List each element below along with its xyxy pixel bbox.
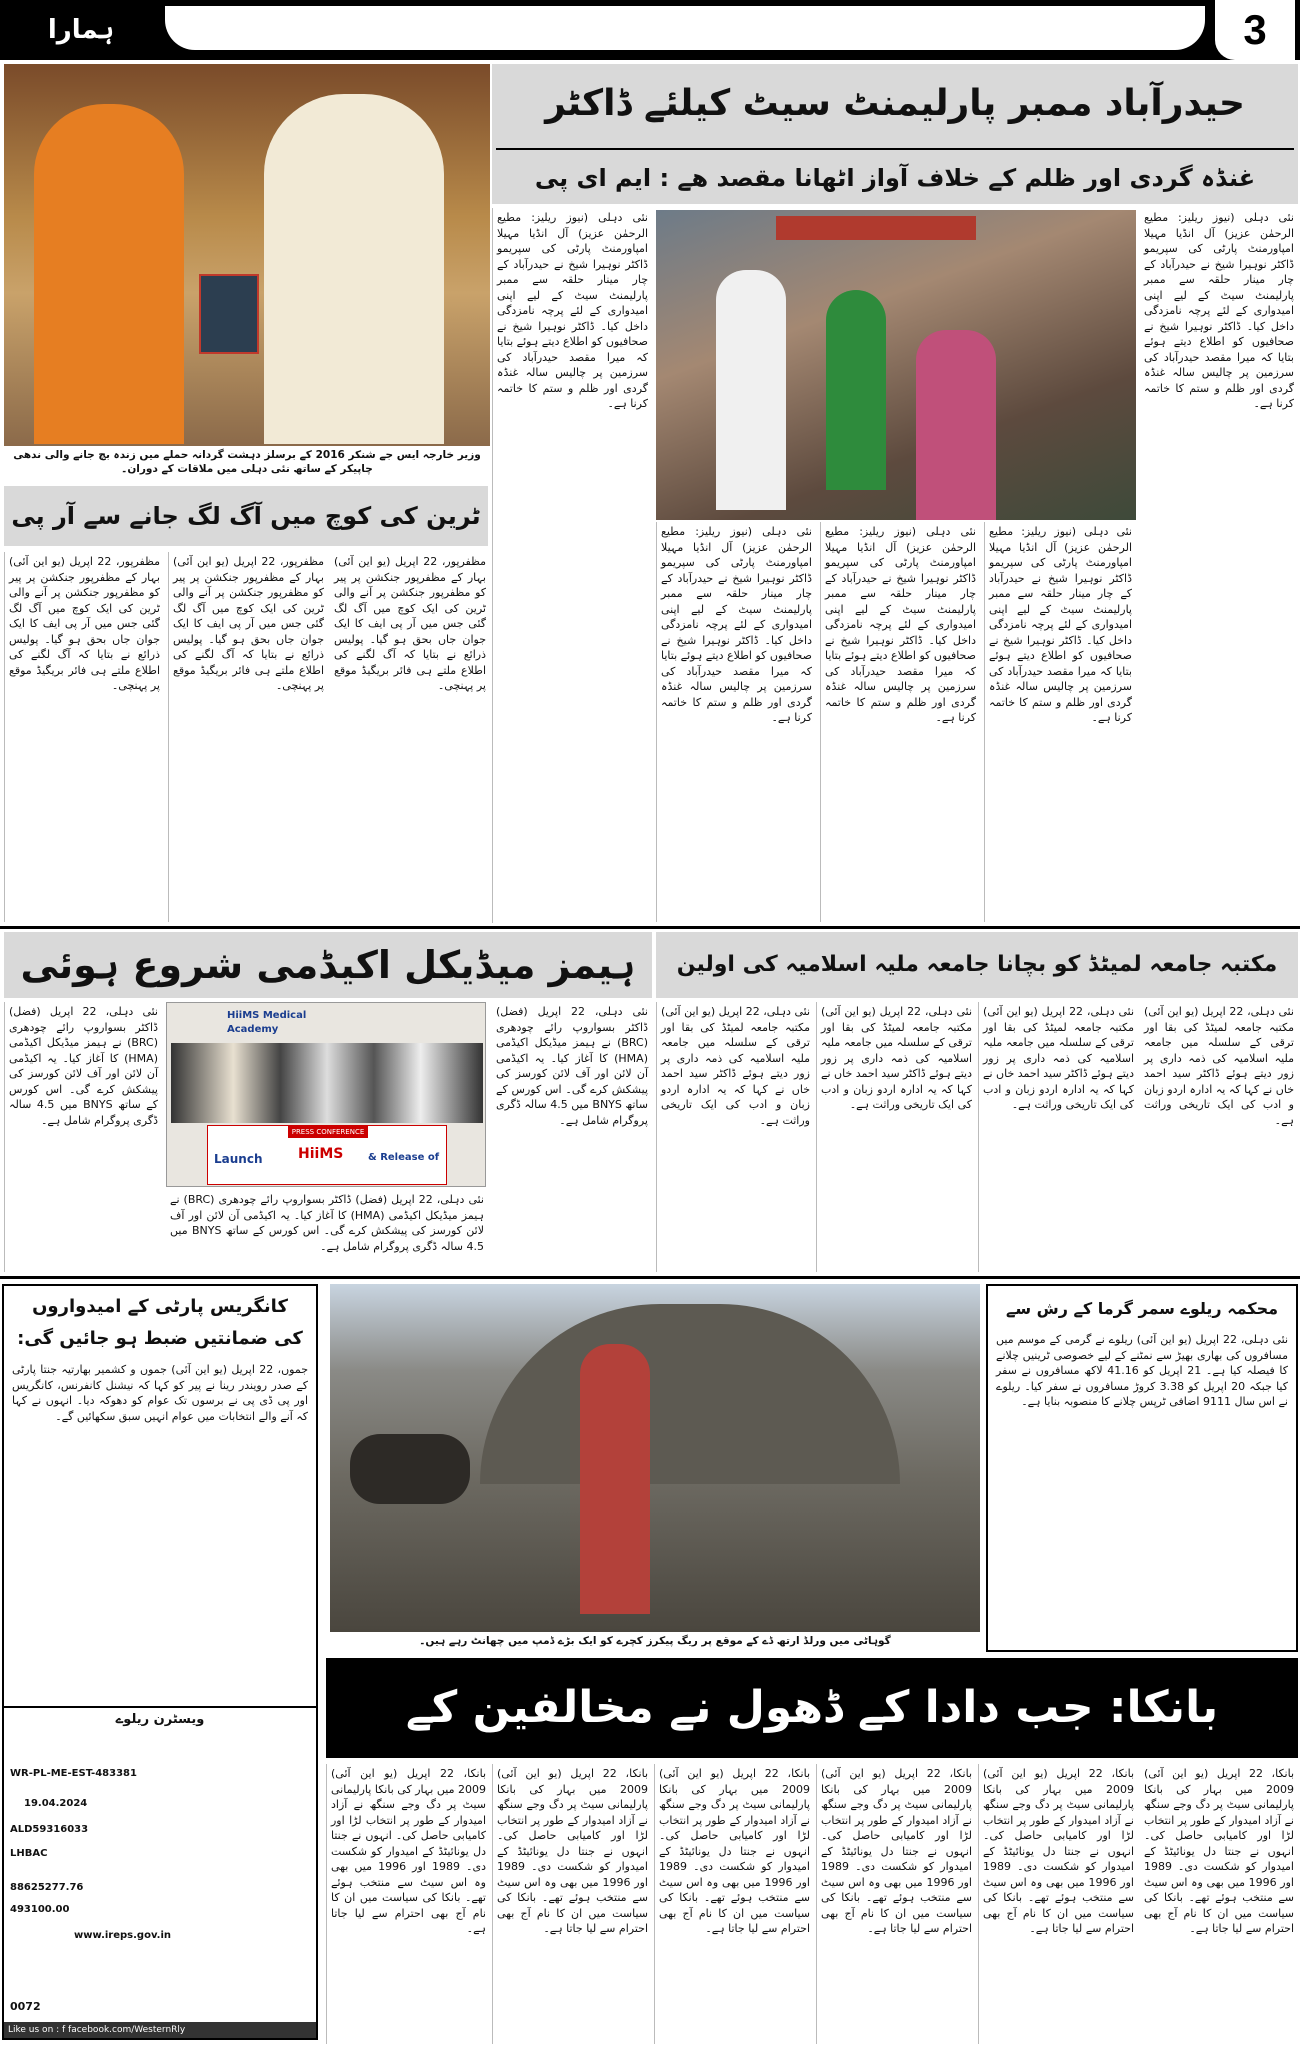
masthead-paper-name: Urdu Daily Hamara Maqsad, New Delhi: [725, 17, 1070, 39]
photo-garbage-mound: [480, 1304, 900, 1484]
maktaba-headline-band: [656, 932, 1298, 998]
hiims-photo-banner: [207, 1125, 447, 1185]
photo2-caption: گوہاٹی میں ورلڈ ارتھ ڈے کے موقع پر ریگ پیکرز کچرے کو ایک بڑے ڈمپ میں چھانٹ رہے ہیں۔: [419, 1635, 891, 1647]
logo: ہمارا: [47, 15, 115, 45]
lead-col-2: نئی دہلی (نیوز ریلیز: مطیع الرحمٰن عزیز) آل انڈیا مہیلا امپاورمنٹ پارٹی کی سپریمو ڈاکٹر نوہیرا شیخ نے حیدرآباد کے چار مینار حلقہ سے ممبر پارلیمنٹ سیٹ کے لیے اپنی امیدواری کے لئے پرچہ نامزدگی داخل کیا۔ ڈاکٹر نوہیرا شیخ نے صحافیوں کو اطلاع دیتے ہوئے بتایا کہ میرا مقصد حیدرآباد کی سرزمین پر چالیس سالہ غنڈہ گردی اور ظلم و ستم کا خاتمہ کرنا ہے۔: [984, 522, 1136, 922]
photo-white-figure: [716, 270, 786, 510]
masthead-date-panel: [165, 6, 1205, 50]
lead-col-5: نئی دہلی (نیوز ریلیز: مطیع الرحمٰن عزیز) آل انڈیا مہیلا امپاورمنٹ پارٹی کی سپریمو ڈاکٹر نوہیرا شیخ نے حیدرآباد کے چار مینار حلقہ سے ممبر پارلیمنٹ سیٹ کے لیے اپنی امیدواری کے لئے پرچہ نامزدگی داخل کیا۔ ڈاکٹر نوہیرا شیخ نے صحافیوں کو اطلاع دیتے ہوئے بتایا کہ میرا مقصد حیدرآباد کی سرزمین پر چالیس سالہ غنڈہ گردی اور ظلم و ستم کا خاتمہ کرنا ہے۔: [492, 208, 652, 923]
maktaba-col-4: نئی دہلی، 22 اپریل (یو این آئی) مکتبہ جامعہ لمیٹڈ کی بقا اور ترقی کے سلسلہ میں جامعہ ملیہ اسلامیہ کی ذمہ داری پر زور دیتے ہوئے ڈاکٹر سید احمد خاں نے کہا کہ یہ ادارہ اردو زبان و ادب کی ایک تاریخی وراثت ہے۔: [656, 1002, 814, 1272]
banka-col-1: بانکا، 22 اپریل (یو این آئی) 2009 میں بہار کی بانکا پارلیمانی سیٹ پر دگ وجے سنگھ نے آزاد امیدوار کے طور پر انتخاب لڑا اور کامیابی حاصل کی۔ انہوں نے جنتا دل یونائیٹڈ کے امیدوار کو شکست دی۔ 1989 اور 1996 میں بھی وہ اس سیٹ سے منتخب ہوئے تھے۔ بانکا کی سیاست میں ان کا نام آج بھی احترام سے لیا جاتا ہے۔: [1144, 1767, 1295, 1935]
hiims-col-1: نئی دہلی، 22 اپریل (فضل) ڈاکٹر بسواروپ رائے چودھری (BRC) نے ہیمز میڈیکل اکیڈمی (HMA) کا آغاز کیا۔ یہ اکیڈمی آن لائن اور آف لائن کورسز کی پیشکش کرے گی۔ اس کورس کے ساتھ BNYS میں 4.5 سالہ ڈگری پروگرام شامل ہے۔: [496, 1005, 649, 1127]
photo-man-figure: [264, 94, 444, 444]
hiims-headline: ہیمز میڈیکل اکیڈمی شروع ہوئی: [20, 943, 636, 987]
hiims-col-3: نئی دہلی، 22 اپریل (فضل) ڈاکٹر بسواروپ رائے چودھری (BRC) نے ہیمز میڈیکل اکیڈمی (HMA) کا آغاز کیا۔ یہ اکیڈمی آن لائن اور آف لائن کورسز کی پیشکش کرے گی۔ اس کورس کے ساتھ BNYS میں 4.5 سالہ ڈگری پروگرام شامل ہے۔: [4, 1002, 162, 1272]
masthead-date: 23-04-2024: [433, 12, 577, 43]
hiims-headline-band: [4, 932, 652, 998]
hiims-col-2: نئی دہلی، 22 اپریل (فضل) ڈاکٹر بسواروپ رائے چودھری (BRC) نے ہیمز میڈیکل اکیڈمی (HMA) کا آغاز کیا۔ یہ اکیڈمی آن لائن اور آف لائن کورسز کی پیشکش کرے گی۔ اس کورس کے ساتھ BNYS میں 4.5 سالہ ڈگری پروگرام شامل ہے۔: [170, 1193, 484, 1253]
photo-ragpickers: [330, 1284, 980, 1632]
tender-code: 0072: [10, 2000, 41, 2013]
railway-summer-headline: محکمہ ریلوے سمر گرما کے رش سے: [1005, 1299, 1279, 1318]
railway-summer-body: نئی دہلی، 22 اپریل (یو این آئی) ریلوے نے گرمی کے موسم میں مسافروں کی بھاری بھیڑ سے نمٹنے کے لیے خصوصی ٹرینیں چلانے کا فیصلہ کیا ہے۔ 21 اپریل کو 41.16 لاکھ مسافروں نے سفر کیا جبکہ 20 اپریل کو 3.38 کروڑ مسافروں نے سفر کیا۔ ریلوے نے اس سال 9111 اضافی ٹرپس چلانے کا منصوبہ بنایا ہے۔: [996, 1333, 1288, 1408]
maktaba-headline: مکتبہ جامعہ لمیٹڈ کو بچانا جامعہ ملیہ اسلامیہ کی اولین: [676, 952, 1278, 977]
tender-line-5: 88625277.76: [10, 1882, 84, 1893]
hiims-photo-logo: HiiMS Medical Academy: [227, 1010, 307, 1035]
tender-line-1: WR-PL-ME-EST-483381: [10, 1768, 137, 1779]
lead-headline: حیدرآباد ممبر پارلیمنٹ سیٹ کیلئے ڈاکٹر: [545, 83, 1245, 124]
congress-headline-2: کی ضمانتیں ضبط ہو جائیں گی:: [17, 1328, 303, 1349]
tender-line-6: 493100.00: [10, 1904, 70, 1915]
banka-headline: بانکا: جب دادا کے ڈھول نے مخالفین کے: [405, 1682, 1219, 1733]
train-headline: ٹرین کی کوچ میں آگ لگ جانے سے آر پی: [11, 502, 481, 530]
lead-divider: [496, 148, 1294, 150]
hiims-press-conf: PRESS CONFERENCE: [288, 1126, 368, 1138]
maktaba-col-2: نئی دہلی، 22 اپریل (یو این آئی) مکتبہ جامعہ لمیٹڈ کی بقا اور ترقی کے سلسلہ میں جامعہ ملیہ اسلامیہ کی ذمہ داری پر زور دیتے ہوئے ڈاکٹر سید احمد خاں نے کہا کہ یہ ادارہ اردو زبان و ادب کی ایک تاریخی وراثت ہے۔: [978, 1002, 1138, 1272]
hiims-photo-people: [171, 1043, 483, 1123]
lead-col-4: نئی دہلی (نیوز ریلیز: مطیع الرحمٰن عزیز) آل انڈیا مہیلا امپاورمنٹ پارٹی کی سپریمو ڈاکٹر نوہیرا شیخ نے حیدرآباد کے چار مینار حلقہ سے ممبر پارلیمنٹ سیٹ کے لیے اپنی امیدواری کے لئے پرچہ نامزدگی داخل کیا۔ ڈاکٹر نوہیرا شیخ نے صحافیوں کو اطلاع دیتے ہوئے بتایا کہ میرا مقصد حیدرآباد کی سرزمین پر چالیس سالہ غنڈہ گردی اور ظلم و ستم کا خاتمہ کرنا ہے۔: [656, 522, 816, 922]
train-headline-band: [4, 486, 488, 546]
photo-jaishankar: [4, 64, 490, 446]
congress-headline-1: کانگریس پارٹی کے امیدواروں: [32, 1296, 288, 1317]
photo-woman-figure: [34, 104, 184, 444]
photo-green-figure: [826, 290, 886, 490]
congress-box: [2, 1284, 318, 2040]
tender-title: ویسٹرن ریلوے: [115, 1712, 205, 1727]
tender-line-4: LHBAC: [10, 1848, 48, 1859]
tender-line-7: www.ireps.gov.in: [74, 1930, 172, 1941]
train-col-1: مظفرپور، 22 اپریل (یو این آئی) بہار کے مظفرپور جنکشن پر پیر کو مظفرپور جنکشن پر آنے والی ٹرین کی ایک کوچ میں آگ لگ گئی جس میں آر پی ایف کا ایک جوان جاں بحق ہو گیا۔ پولیس ذرائع نے بتایا کہ آگ لگنے کی اطلاع ملتے ہی فائر بریگیڈ موقع پر پہنچی۔: [334, 555, 487, 692]
photo-banner: [776, 216, 976, 240]
tender-footer: Like us on : f facebook.com/WesternRly: [4, 2022, 316, 2038]
photo-hiims-launch: [166, 1002, 486, 1187]
lead-headline-band: [492, 64, 1298, 204]
photo-woman-ragpicker: [580, 1344, 650, 1614]
banka-headline-band: [326, 1658, 1298, 1758]
page-number: 3: [1215, 0, 1295, 60]
hiims-banner-logo: HiiMS: [298, 1146, 344, 1162]
banka-col-6: بانکا، 22 اپریل (یو این آئی) 2009 میں بہار کی بانکا پارلیمانی سیٹ پر دگ وجے سنگھ نے آزاد امیدوار کے طور پر انتخاب لڑا اور کامیابی حاصل کی۔ انہوں نے جنتا دل یونائیٹڈ کے امیدوار کو شکست دی۔ 1989 اور 1996 میں بھی وہ اس سیٹ سے منتخب ہوئے تھے۔ بانکا کی سیاست میں ان کا نام آج بھی احترام سے لیا جاتا ہے۔: [326, 1764, 490, 2044]
lead-col-1: نئی دہلی (نیوز ریلیز: مطیع الرحمٰن عزیز) آل انڈیا مہیلا امپاورمنٹ پارٹی کی سپریمو ڈاکٹر نوہیرا شیخ نے حیدرآباد کے چار مینار حلقہ سے ممبر پارلیمنٹ سیٹ کے لیے اپنی امیدواری کے لئے پرچہ نامزدگی داخل کیا۔ ڈاکٹر نوہیرا شیخ نے صحافیوں کو اطلاع دیتے ہوئے بتایا کہ میرا مقصد حیدرآباد کی سرزمین پر چالیس سالہ غنڈہ گردی اور ظلم و ستم کا خاتمہ کرنا ہے۔: [1144, 211, 1294, 410]
photo1-caption: وزیر خارجہ ایس جے شنکر 2016 کے برسلز دہشت گردانہ حملے میں زندہ بچ جانے والی ندھی چاپیکر کے ساتھ نئی دہلی میں ملاقات کے دوران۔: [13, 449, 481, 475]
photo-pink-figure: [916, 330, 996, 520]
banka-col-2: بانکا، 22 اپریل (یو این آئی) 2009 میں بہار کی بانکا پارلیمانی سیٹ پر دگ وجے سنگھ نے آزاد امیدوار کے طور پر انتخاب لڑا اور کامیابی حاصل کی۔ انہوں نے جنتا دل یونائیٹڈ کے امیدوار کو شکست دی۔ 1989 اور 1996 میں بھی وہ اس سیٹ سے منتخب ہوئے تھے۔ بانکا کی سیاست میں ان کا نام آج بھی احترام سے لیا جاتا ہے۔: [978, 1764, 1138, 2044]
tender-line-2: 19.04.2024: [24, 1798, 88, 1809]
maktaba-col-1: نئی دہلی، 22 اپریل (یو این آئی) مکتبہ جامعہ لمیٹڈ کی بقا اور ترقی کے سلسلہ میں جامعہ ملیہ اسلامیہ کی ذمہ داری پر زور دیتے ہوئے ڈاکٹر سید احمد خاں نے کہا کہ یہ ادارہ اردو زبان و ادب کی ایک تاریخی وراثت ہے۔: [1144, 1005, 1294, 1127]
maktaba-col-3: نئی دہلی، 22 اپریل (یو این آئی) مکتبہ جامعہ لمیٹڈ کی بقا اور ترقی کے سلسلہ میں جامعہ ملیہ اسلامیہ کی ذمہ داری پر زور دیتے ہوئے ڈاکٹر سید احمد خاں نے کہا کہ یہ ادارہ اردو زبان و ادب کی ایک تاریخی وراثت ہے۔: [816, 1002, 976, 1272]
section-rule-2: [0, 1276, 1300, 1279]
hiims-release-label: & Release of: [368, 1152, 440, 1163]
train-col-2: مظفرپور، 22 اپریل (یو این آئی) بہار کے مظفرپور جنکشن پر پیر کو مظفرپور جنکشن پر آنے والی ٹرین کی ایک کوچ میں آگ لگ گئی جس میں آر پی ایف کا ایک جوان جاں بحق ہو گیا۔ پولیس ذرائع نے بتایا کہ آگ لگنے کی اطلاع ملتے ہی فائر بریگیڈ موقع پر پہنچی۔: [168, 552, 328, 922]
banka-col-3: بانکا، 22 اپریل (یو این آئی) 2009 میں بہار کی بانکا پارلیمانی سیٹ پر دگ وجے سنگھ نے آزاد امیدوار کے طور پر انتخاب لڑا اور کامیابی حاصل کی۔ انہوں نے جنتا دل یونائیٹڈ کے امیدوار کو شکست دی۔ 1989 اور 1996 میں بھی وہ اس سیٹ سے منتخب ہوئے تھے۔ بانکا کی سیاست میں ان کا نام آج بھی احترام سے لیا جاتا ہے۔: [816, 1764, 976, 2044]
lead-subhead: غنڈہ گردی اور ظلم کے خلاف آواز اٹھانا مقصد ھے : ایم ای پی: [534, 164, 1256, 192]
railway-tender-ad: [4, 1706, 316, 2038]
congress-body: جموں، 22 اپریل (یو این آئی) جموں و کشمیر بھارتیہ جنتا پارٹی کے صدر رویندر رینا نے پیر کو کہا کہ نیشنل کانفرنس، کانگریس اور پی ڈی پی نے برسوں تک عوام کو دھوکہ دیا۔ انہوں نے کہا کہ آنے والے انتخابات میں عوام انہیں سبق سکھائیں گے۔: [12, 1363, 309, 1423]
photo-cows: [350, 1434, 470, 1504]
hiims-launch-label: Launch: [214, 1152, 263, 1166]
train-col-3: مظفرپور، 22 اپریل (یو این آئی) بہار کے مظفرپور جنکشن پر پیر کو مظفرپور جنکشن پر آنے والی ٹرین کی ایک کوچ میں آگ لگ گئی جس میں آر پی ایف کا ایک جوان جاں بحق ہو گیا۔ پولیس ذرائع نے بتایا کہ آگ لگنے کی اطلاع ملتے ہی فائر بریگیڈ موقع پر پہنچی۔: [4, 552, 164, 922]
tender-line-3: ALD59316033: [10, 1824, 89, 1835]
banka-col-4: بانکا، 22 اپریل (یو این آئی) 2009 میں بہار کی بانکا پارلیمانی سیٹ پر دگ وجے سنگھ نے آزاد امیدوار کے طور پر انتخاب لڑا اور کامیابی حاصل کی۔ انہوں نے جنتا دل یونائیٹڈ کے امیدوار کو شکست دی۔ 1989 اور 1996 میں بھی وہ اس سیٹ سے منتخب ہوئے تھے۔ بانکا کی سیاست میں ان کا نام آج بھی احترام سے لیا جاتا ہے۔: [654, 1764, 814, 2044]
railway-summer-box: [986, 1284, 1298, 1652]
masthead: [0, 0, 1300, 60]
lead-col-3: نئی دہلی (نیوز ریلیز: مطیع الرحمٰن عزیز) آل انڈیا مہیلا امپاورمنٹ پارٹی کی سپریمو ڈاکٹر نوہیرا شیخ نے حیدرآباد کے چار مینار حلقہ سے ممبر پارلیمنٹ سیٹ کے لیے اپنی امیدواری کے لئے پرچہ نامزدگی داخل کیا۔ ڈاکٹر نوہیرا شیخ نے صحافیوں کو اطلاع دیتے ہوئے بتایا کہ میرا مقصد حیدرآباد کی سرزمین پر چالیس سالہ غنڈہ گردی اور ظلم و ستم کا خاتمہ کرنا ہے۔: [820, 522, 980, 922]
photo-nowhera-crowd: [656, 210, 1136, 520]
photo-book: [199, 274, 259, 354]
section-rule-1: [0, 926, 1300, 929]
banka-col-5: بانکا، 22 اپریل (یو این آئی) 2009 میں بہار کی بانکا پارلیمانی سیٹ پر دگ وجے سنگھ نے آزاد امیدوار کے طور پر انتخاب لڑا اور کامیابی حاصل کی۔ انہوں نے جنتا دل یونائیٹڈ کے امیدوار کو شکست دی۔ 1989 اور 1996 میں بھی وہ اس سیٹ سے منتخب ہوئے تھے۔ بانکا کی سیاست میں ان کا نام آج بھی احترام سے لیا جاتا ہے۔: [492, 1764, 652, 2044]
